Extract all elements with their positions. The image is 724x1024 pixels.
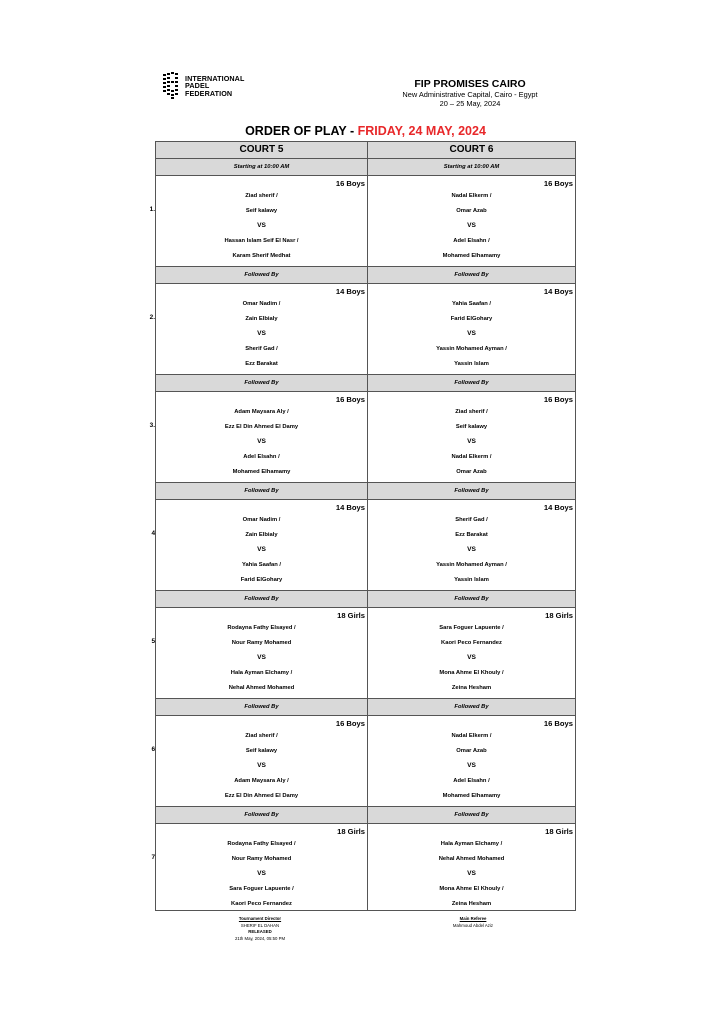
match-block [156,176,575,284]
court-5-match [156,608,367,698]
team-a-player-2: Zain Elbialy [245,532,278,538]
match-number: 6 [151,746,155,753]
team-a-player-1: Hala Ayman Elchamy / [440,841,503,847]
vs-label: VS [257,870,266,877]
followed-by-label: Followed By [368,590,575,607]
followed-by-label: Followed By [368,374,575,391]
match-block [156,392,575,500]
court-6-match [368,284,575,374]
team-a-player-2: Zain Elbialy [245,316,278,322]
team-a-player-1: Sherif Gad / [455,517,488,523]
team-b-player-1: Mona Ahme El Khouly / [439,670,504,676]
team-a-player-1: Omar Nadim / [242,301,281,307]
followed-by-label: Followed By [368,266,575,283]
court-5-header: COURT 5 [156,142,367,159]
event-header [370,78,570,108]
match-category: 16 Boys [335,719,365,728]
court-5-match [156,176,367,266]
vs-label: VS [467,546,476,553]
page-title [155,124,576,138]
match-category: 16 Boys [543,719,573,728]
court-5-match [156,824,367,914]
match-category: 18 Girls [337,611,365,620]
followed-by-label: Followed By [156,266,367,283]
team-b-player-2: Omar Azab [456,469,487,475]
followed-by-label: Followed By [156,482,367,499]
vs-label: VS [257,546,266,553]
team-b-player-1: Hala Ayman Elchamy / [230,670,293,676]
team-b-player-2: Kaori Peco Fernandez [231,901,292,907]
team-b-player-2: Nehal Ahmed Mohamed [228,685,295,691]
team-a-player-2: Seif kalawy [245,208,278,214]
team-a-player-2: Seif kalawy [245,748,278,754]
team-a-player-2: Omar Azab [456,748,487,754]
match-category: 18 Girls [545,827,573,836]
team-b-player-2: Zeina Hesham [451,685,492,691]
team-b-player-2: Ezz El Din Ahmed El Damy [224,793,299,799]
fip-logo-icon [163,72,181,100]
team-a-player-1: Nadal Elkerm / [451,193,492,199]
team-a-player-2: Ezz El Din Ahmed El Damy [224,424,299,430]
team-b-player-2: Yassin Islam [454,577,489,583]
court-6-match [368,716,575,806]
page-title-prefix: ORDER OF PLAY - [245,124,358,138]
followed-by-label: Followed By [368,806,575,823]
match-category: 14 Boys [543,287,573,296]
vs-label: VS [257,438,266,445]
followed-by-label: Followed By [156,590,367,607]
match-category: 16 Boys [335,395,365,404]
followed-by-label: Followed By [368,482,575,499]
match-category: 14 Boys [335,503,365,512]
team-a-player-2: Kaori Peco Fernandez [441,640,502,646]
team-b-player-1: Adel Elsahn / [453,778,490,784]
followed-by-label: Followed By [156,698,367,715]
referee-title: Main Referee [459,916,487,921]
vs-label: VS [467,438,476,445]
vs-label: VS [257,654,266,661]
match-category: 14 Boys [335,287,365,296]
team-b-player-1: Yahia Saafan / [242,562,281,568]
court-5-match [156,500,367,590]
team-a-player-2: Nour Ramy Mohamed [231,640,292,646]
match-block [156,500,575,608]
court-5-start-time: Starting at 10:00 AM [156,159,367,176]
vs-label: VS [467,654,476,661]
team-b-player-1: Yassin Mohamed Ayman / [436,562,507,568]
logo-line-3: FEDERATION [185,88,233,98]
logo-line-1: INTERNATIONAL [185,73,245,83]
match-block [156,716,575,824]
match-category: 18 Girls [545,611,573,620]
team-a-player-1: Omar Nadim / [242,517,281,523]
vs-label: VS [467,762,476,769]
court-5-match [156,284,367,374]
logo-line-2: PADEL [185,81,210,91]
referee-name: Mahmoud Abdel Aziz [452,922,494,928]
match-number: 1. [149,206,155,213]
team-b-player-2: Farid ElGohary [240,577,283,583]
fip-logo [163,70,253,102]
vs-label: VS [257,222,266,229]
match-block [156,608,575,716]
team-a-player-2: Ezz Barakat [455,532,488,538]
main-referee-block [413,916,533,929]
team-b-player-1: Sara Foguer Lapuente / [229,886,294,892]
match-block [156,284,575,392]
team-a-player-1: Yahia Saafan / [452,301,491,307]
team-a-player-1: Sara Foguer Lapuente / [439,625,504,631]
court-5-match [156,716,367,806]
event-title: FIP PROMISES CAIRO [414,78,526,90]
team-a-player-1: Adam Maysara Aly / [234,409,289,415]
followed-by-label: Followed By [156,806,367,823]
court-6-match [368,500,575,590]
vs-label: VS [257,330,266,337]
team-b-player-2: Mohamed Elhamamy [442,253,501,259]
team-a-player-1: Rodayna Fathy Elsayed / [227,841,296,847]
court-6-start-time: Starting at 10:00 AM [368,159,575,176]
page-title-date: FRIDAY, 24 MAY, 2024 [357,124,486,138]
team-a-player-2: Seif kalawy [455,424,488,430]
match-number: 7 [151,854,155,861]
team-b-player-2: Zeina Hesham [451,901,492,907]
court-6-header: COURT 6 [368,142,575,159]
team-b-player-2: Mohamed Elhamamy [232,469,291,475]
event-dates: 20 – 25 May, 2024 [439,99,501,108]
match-category: 16 Boys [543,179,573,188]
team-a-player-2: Nour Ramy Mohamed [231,856,292,862]
team-b-player-1: Yassin Mohamed Ayman / [436,346,507,352]
vs-label: VS [467,330,476,337]
team-a-player-1: Ziad sherif / [455,409,488,415]
vs-label: VS [257,762,266,769]
team-a-player-1: Ziad sherif / [245,733,278,739]
match-category: 16 Boys [543,395,573,404]
team-b-player-2: Yassin Islam [454,361,489,367]
team-a-player-1: Nadal Elkerm / [451,733,492,739]
team-a-player-1: Ziad sherif / [245,193,278,199]
followed-by-label: Followed By [368,698,575,715]
team-b-player-1: Adam Maysara Aly / [234,778,289,784]
released-time: 21th May, 2024, 05:50 PM [234,935,286,941]
director-name: SHERIF EL DAHAN [240,922,280,928]
fip-logo-text [185,75,244,98]
vs-label: VS [467,870,476,877]
match-category: 16 Boys [335,179,365,188]
match-category: 18 Girls [337,827,365,836]
team-b-player-1: Adel Elsahn / [243,454,280,460]
followed-by-label: Followed By [156,374,367,391]
court-6-match [368,824,575,914]
team-a-player-1: Rodayna Fathy Elsayed / [227,625,296,631]
team-b-player-1: Nadal Elkerm / [451,454,492,460]
team-b-player-2: Mohamed Elhamamy [442,793,501,799]
team-b-player-1: Adel Elsahn / [453,238,490,244]
match-number: 3. [149,422,155,429]
court-5-match [156,392,367,482]
team-b-player-1: Sherif Gad / [245,346,278,352]
team-b-player-2: Karam Sherif Medhat [232,253,291,259]
court-6-match [368,176,575,266]
vs-label: VS [467,222,476,229]
team-b-player-1: Mona Ahme El Khouly / [439,886,504,892]
event-venue: New Administrative Capital, Cairo - Egypt [402,90,538,99]
released-label: RELEASED [248,929,272,934]
court-6-match [368,608,575,698]
director-title: Tournament Director [238,916,282,921]
team-a-player-2: Nehal Ahmed Mohamed [438,856,505,862]
team-b-player-1: Hassan Islam Seif El Nasr / [224,238,299,244]
match-category: 14 Boys [543,503,573,512]
team-b-player-2: Ezz Barakat [245,361,278,367]
team-a-player-2: Omar Azab [456,208,487,214]
match-number: 5 [151,638,155,645]
team-a-player-2: Farid ElGohary [450,316,493,322]
tournament-director-block [200,916,320,942]
match-number: 2. [149,314,155,321]
order-of-play-table [155,141,576,911]
court-6-match [368,392,575,482]
match-number: 4 [151,530,155,537]
